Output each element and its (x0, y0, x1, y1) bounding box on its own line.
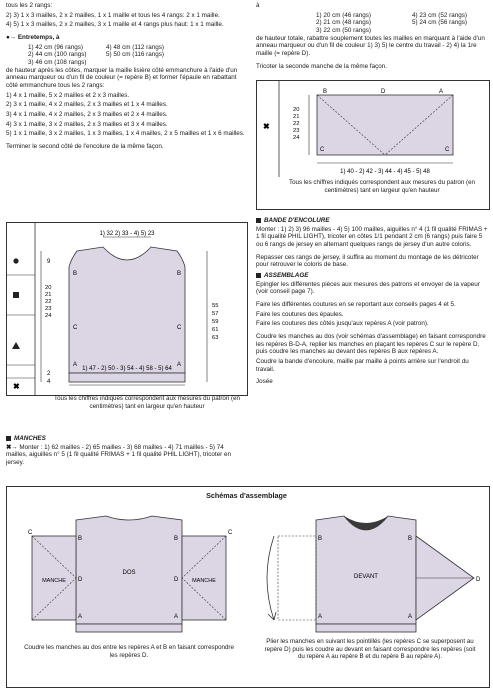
body-caption: Tous les chiffres indiqués correspondent aux mesures du patron (en centimètres) tant en largeur qu'en hauteur (54, 395, 240, 410)
size-item: 5) 50 cm (116 rangs) (106, 51, 164, 59)
marker-b: B (73, 271, 78, 277)
fold-arrow-icon (267, 536, 274, 620)
height-label: 22 (293, 121, 300, 127)
row-2: 2) 3 x 1 maille, 4 x 2 mailles, 2 x 3 mailles et 1 x 4 mailles. (6, 101, 168, 109)
marker-a: A (177, 362, 182, 368)
assemblage-step: Faire les différentes coutures en se reportant aux conseils pages 4 et 5. (256, 301, 456, 309)
marker-d: D (174, 577, 179, 583)
manches-section (6, 432, 246, 469)
neck-measure: 1) 32 2) 33 - 4) 5) 23 (99, 231, 155, 237)
devant-shape (316, 516, 416, 624)
schemas-title: Schémas d'assemblage (206, 491, 287, 500)
marker-c: C (320, 147, 325, 153)
dot-icon (13, 258, 18, 263)
cross-icon: ✖ (263, 122, 270, 131)
bande-text: Monter : 1) 2) 3) 96 mailles - 4) 5) 100 mailles, aiguilles n° 4 (1 fil qualité FRIMAS + 1 fil qualité PHIL LIGHT), tricoter en côtes 1/1 pendant 2 cm (6 rangs) puis faire 5 ou 6 rangs de jersey en alternant quelques rangs de jersey d'un autre coloris. (256, 225, 488, 249)
size-item: 4) 48 cm (112 rangs) (106, 43, 164, 51)
marker-d: D (476, 577, 481, 583)
width-measure: 1) 47 - 2) 50 - 3) 54 - 4) 58 - 5) 64 (82, 366, 172, 372)
rib-band (69, 373, 185, 382)
cross-icon: ✖→ (6, 443, 20, 451)
manches-heading: MANCHES (6, 435, 246, 443)
shaping-line-1: 2) 3) 1 x 3 mailles, 2 x 2 mailles, 1 x 1 maille et tous les 4 rangs: 2 x 1 maille. (6, 11, 220, 19)
size-item: 3) 46 cm (108 rangs) (28, 59, 87, 67)
sleeve-paragraph: de hauteur totale, rabattre souplement toutes les mailles en marquant à l'aide d'un anneau marqueur ou d'un fil de couleur 1) 3) 5) le centre du travail - 2) 4) la 1re maille (= repère D). (256, 34, 485, 58)
marker-a: A (174, 614, 179, 620)
dos-label: DOS (122, 570, 136, 576)
hauteur-paragraph: de hauteur après les côtes, marquer la maille lisière côté emmanchure à l'aide d'un anneau marqueur ou d'un fil de couleur (= repère B) et former l'épaule en rabattant côté emmanchure tous les 2 rangs: (6, 66, 238, 90)
sleeve-pattern-svg (257, 81, 489, 177)
assembly-diagrams-svg (6, 500, 488, 640)
marker-a: A (439, 89, 444, 95)
total-height-label: 63 (212, 335, 219, 341)
marker-c: C (177, 325, 182, 331)
bande-assemblage-section (256, 214, 488, 388)
marker-b: B (177, 271, 182, 277)
row-1: 1) 4 x 1 maille, 5 x 2 mailles et 2 x 3 mailles. (6, 91, 130, 99)
entretemps-heading: ●→ Entretemps, à (6, 34, 60, 42)
marker-a: A (73, 362, 78, 368)
marker-c: C (228, 530, 233, 536)
repasser-text: Repasser ces rangs de jersey, il suffira au moment du montage de les détricoter pour retrouver le coloris de base. (256, 253, 479, 269)
body-pattern-svg (7, 223, 247, 395)
a-label: à (256, 2, 260, 9)
assemblage-step: Epingler les différentes pièces aux mesures des patrons et envoyer de la vapeur (voir conseil page 7). (256, 280, 480, 296)
height-label: 23 (45, 306, 52, 312)
marker-c: C (28, 530, 33, 536)
assemblage-step: Coudre les manches au dos (voir schémas d'assemblage) en faisant correspondre les repères B-D-A, replier les manches en plaçant les repères C sur le repère D, puis coudre les manches au devant des repères B aux repères A. (256, 333, 486, 356)
height-label: 2 (47, 371, 51, 377)
total-height-label: 61 (212, 327, 219, 333)
arrow-bullet-icon: ●→ (6, 34, 18, 42)
total-height-label: 55 (212, 303, 219, 309)
marker-d: D (381, 89, 386, 95)
marker-b: B (78, 536, 83, 542)
schema-caption-right: Plier les manches en suivant les pointillés (les repères C se superposent au repère D) puis les coudre au devant en faisant correspondre les repères (soit du repère A au repère B et du repère B au repère A). (264, 638, 476, 661)
terminer-text: Terminer le second côté de l'encolure de la même façon. (6, 143, 164, 151)
row-3: 3) 4 x 1 maille, 4 x 2 mailles, 2 x 3 mailles et 2 x 4 mailles. (6, 111, 168, 119)
tricoter-text: Tricoter la seconde manche de la même façon. (256, 62, 388, 70)
marker-a: A (78, 614, 83, 620)
marker-c: C (73, 325, 78, 331)
size-item: 2) 44 cm (100 rangs) (28, 51, 87, 59)
body-shape (69, 247, 185, 373)
body-pattern-figure (6, 222, 248, 410)
height-label: 24 (45, 313, 52, 319)
left-column (6, 2, 246, 153)
bande-heading: BANDE D'ENCOLURE (256, 217, 488, 225)
size-item: 1) 42 cm (96 rangs) (28, 43, 83, 51)
marker-a: A (408, 614, 413, 620)
marker-c: C (445, 147, 450, 153)
marker-b: B (174, 536, 179, 542)
height-label: 9 (47, 259, 51, 265)
size-list (28, 44, 246, 67)
sleeve-size-list (316, 12, 488, 35)
height-label: 21 (45, 292, 52, 298)
square-icon (13, 292, 19, 298)
size-item: 2) 21 cm (48 rangs) (316, 19, 371, 27)
height-label: 21 (293, 114, 300, 120)
size-item: 1) 20 cm (46 rangs) (316, 11, 371, 19)
right-column (256, 2, 488, 72)
schema-caption-left: Coudre les manches au dos entre les repères A et B en faisant correspondre les repères D. (24, 644, 234, 659)
shaping-line-2: 4) 5) 1 x 3 mailles, 2 x 2 mailles, 3 x 1 maille et 4 rangs plus haut: 1 x 1 maille. (6, 21, 224, 29)
height-label: 20 (45, 285, 52, 291)
square-icon (256, 273, 261, 278)
total-height-label: 57 (212, 311, 219, 317)
marker-b: B (408, 536, 413, 542)
signature: Josée (256, 378, 273, 386)
square-icon (256, 218, 261, 223)
height-label: 20 (293, 107, 300, 113)
manche-label: MANCHE (42, 578, 66, 584)
marker-b: B (323, 89, 328, 95)
assemblage-step: Coudre la bande d'encolure, maille par maille à points arrière sur l'endroit du travail. (256, 358, 469, 373)
size-item: 3) 22 cm (50 rangs) (316, 27, 371, 35)
devant-label: DEVANT (354, 574, 378, 580)
manche-label: MANCHE (192, 578, 216, 584)
size-item: 5) 24 cm (56 rangs) (412, 19, 467, 27)
sleeve-width-measure: 1) 40 - 2) 42 - 3) 44 - 4) 45 - 5) 48 (340, 169, 430, 175)
assemblage-heading: ASSEMBLAGE (256, 272, 488, 280)
square-icon (6, 436, 11, 441)
size-item: 4) 23 cm (52 rangs) (412, 11, 467, 19)
height-label: 24 (293, 135, 300, 141)
marker-d: D (78, 577, 83, 583)
intro-text: tous les 2 rangs: (6, 2, 53, 9)
sleeve-shape (317, 95, 453, 155)
assemblage-step: Faire les coutures des côtés jusqu'aux repères A (voir patron). (256, 320, 429, 328)
row-5: 5) 1 x 1 maille, 3 x 2 mailles, 1 x 3 mailles, 1 x 4 mailles, 2 x 5 mailles et 1 x 6 mailles. (6, 130, 245, 138)
sleeve-caption: Tous les chiffres indiqués correspondent aux mesures du patron (en centimètres) tant en largeur qu'en hauteur (289, 179, 475, 194)
sleeve-pattern-figure (256, 80, 490, 210)
height-label: 22 (45, 299, 52, 305)
height-label: 23 (293, 128, 300, 134)
height-label: 4 (47, 379, 51, 385)
cross-icon: ✖ (13, 382, 20, 391)
assemblage-step: Faire les coutures des épaules. (256, 310, 344, 318)
triangle-icon (12, 342, 20, 349)
manches-text: ✖→ Monter : 1) 62 mailles - 2) 65 mailles - 3) 68 mailles - 4) 71 mailles - 5) 74 mailles, aiguilles n° 5 (1 fil qualité FRIMAS + 1 fil qualité PHIL LIGHT), tricoter en jersey. (6, 443, 232, 467)
total-height-label: 59 (212, 319, 219, 325)
row-4: 4) 3 x 1 maille, 3 x 2 mailles, 2 x 3 mailles et 3 x 4 mailles. (6, 120, 168, 128)
marker-b: B (318, 536, 323, 542)
marker-a: A (318, 614, 323, 620)
